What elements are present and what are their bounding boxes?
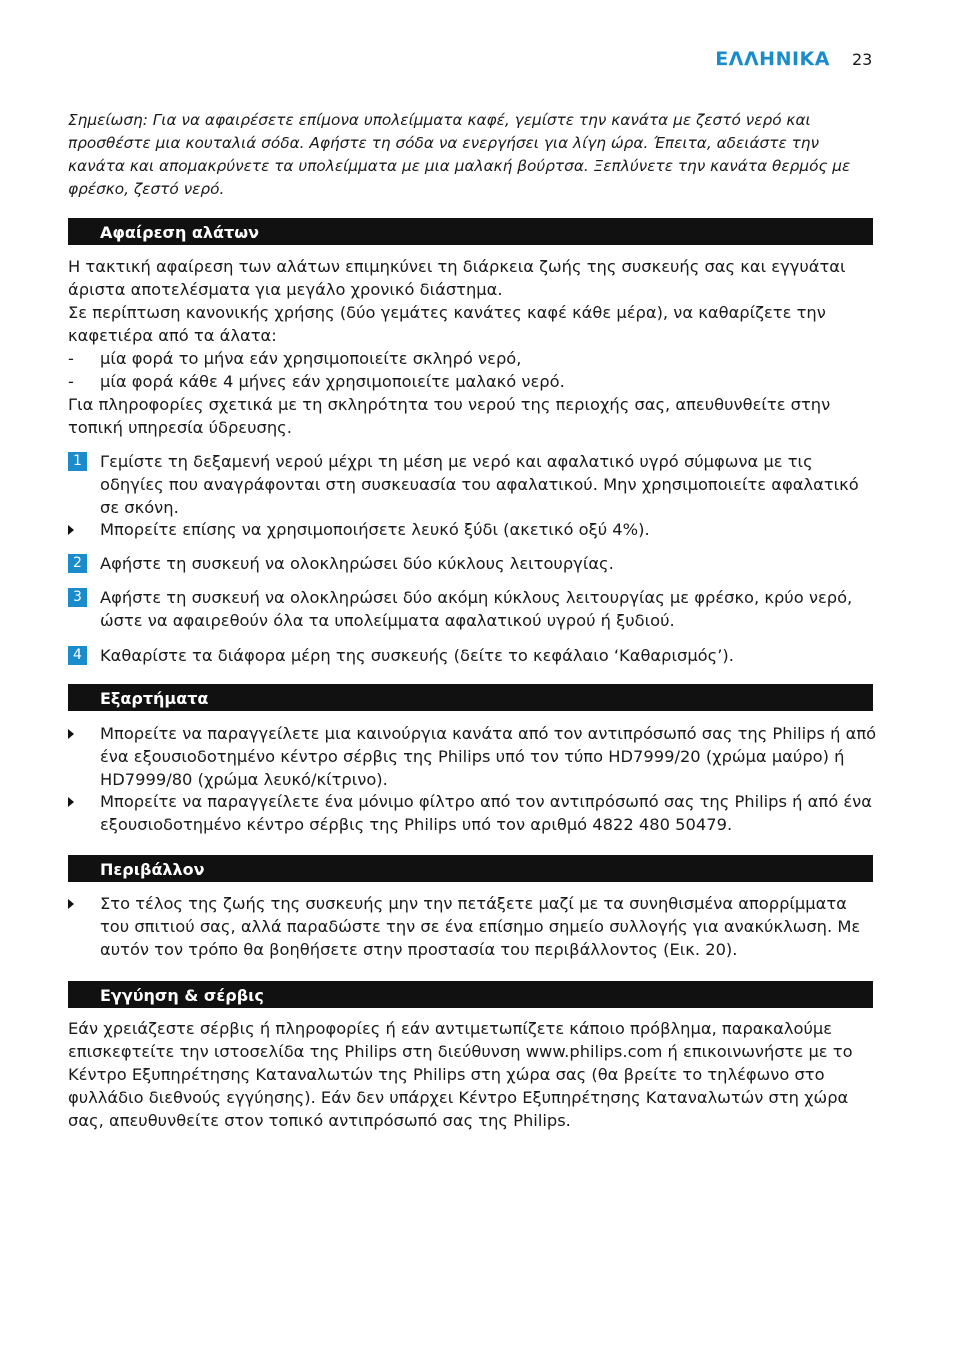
guarantee-text-end: ή επικοινωνήστε με το Κέντρο Εξυπηρέτησης Καταναλωτών της Philips στη χώρα σας (θα βρείτε το τηλέφωνο στο φυλλάδιο διεθνούς εγγύησης). Εάν δεν υπάρχει Κέντρο Εξυπηρέτησης Καταναλωτών στη χώρα σας, απευθυνθείτε στον τοπικό αντιπρόσωπό σας της Philips. (68, 1042, 853, 1130)
dash-marker: - (68, 372, 74, 391)
language-header: ΕΛΛΗΝΙΚΑ (715, 48, 830, 70)
step-text: Καθαρίστε τα διάφορα μέρη της συσκευής (δείτε το κεφάλαιο ‘Καθαρισμός’). (100, 646, 734, 665)
step-number-badge: 1 (68, 452, 87, 471)
bullet-arrow-icon (68, 797, 74, 807)
step-text: Γεμίστε τη δεξαμενή νερού μέχρι τη μέση με νερό και αφαλατικό υγρό σύμφωνα με τις οδηγίες που αναγράφονται στη συσκευασία του αφαλατικού. Μην χρησιμοποιείτε αφαλατικό σε σκόνη. (100, 452, 859, 517)
descaling-intro-2: Σε περίπτωση κανονικής χρήσης (δύο γεμάτες κανάτες καφέ κάθε μέρα), να καθαρίζετε την καφετιέρα από τα άλατα: (68, 303, 826, 345)
bullet-arrow-icon (68, 899, 74, 909)
section-heading-accessories: Εξαρτήματα (68, 684, 873, 711)
step-number-badge: 3 (68, 588, 87, 607)
philips-website-link[interactable]: www.philips.com (525, 1042, 663, 1061)
descaling-intro-1: Η τακτική αφαίρεση των αλάτων επιμηκύνει τη διάρκεια ζωής της συσκευής σας και εγγυάται άριστα αποτελέσματα για μεγάλο χρονικό διάστημα. (68, 257, 846, 299)
list-item-text: μία φορά το μήνα εάν χρησιμοποιείτε σκληρό νερό, (100, 349, 522, 368)
guarantee-text (68, 1017, 878, 1132)
cleaning-note: Σημείωση: Για να αφαιρέσετε επίμονα υπολείμματα καφέ, γεμίστε την κανάτα με ζεστό νερό και προσθέστε μια κουταλιά σόδα. Αφήστε τη σόδα να ενεργήσει για λίγη ώρα. Έπειτα, αδειάστε την κανάτα και απομακρύνετε τα υπολείμματα με μια μαλακή βούρτσα. Ξεπλύνετε την κανάτα θερμός με φρέσκο, ζεστό νερό. (68, 111, 851, 198)
tip-text: Μπορείτε επίσης να χρησιμοποιήσετε λευκό ξύδι (ακετικό οξύ 4%). (100, 520, 650, 539)
step-text: Αφήστε τη συσκευή να ολοκληρώσει δύο ακόμη κύκλους λειτουργίας με φρέσκο, κρύο νερό, ώστε να αφαιρεθούν όλα τα υπολείμματα αφαλατικού υγρού ή ξυδιού. (100, 588, 853, 630)
bullet-text: Μπορείτε να παραγγείλετε ένα μόνιμο φίλτρο από τον αντιπρόσωπό σας της Philips ή από ένα εξουσιοδοτημένο κέντρο σέρβις της Philips υπό τον αριθμό 4822 480 50479. (100, 792, 872, 834)
step-text: Αφήστε τη συσκευή να ολοκληρώσει δύο κύκλους λειτουργίας. (100, 554, 614, 573)
list-item-text: μία φορά κάθε 4 μήνες εάν χρησιμοποιείτε μαλακό νερό. (100, 372, 565, 391)
dash-marker: - (68, 349, 74, 368)
bullet-arrow-icon (68, 729, 74, 739)
section-heading-guarantee: Εγγύηση & σέρβις (68, 981, 873, 1008)
step-number-badge: 2 (68, 554, 87, 573)
step-number-badge: 4 (68, 646, 87, 665)
bullet-text: Μπορείτε να παραγγείλετε μια καινούργια κανάτα από τον αντιπρόσωπό σας της Philips ή από ένα εξουσιοδοτημένο κέντρο σέρβις της Philips υπό τον τύπο HD7999/20 (χρώμα μαύρο) ή HD7999/80 (χρώμα λευκό/κίτρινο). (100, 724, 877, 789)
bullet-arrow-icon (68, 525, 74, 535)
guarantee-text-start: Εάν χρειάζεστε σέρβις ή πληροφορίες ή εάν αντιμετωπίζετε κάποιο πρόβλημα, παρακαλούμε επισκεφτείτε την ιστοσελίδα της Philips στη διεύθυνση (68, 1019, 833, 1061)
page-number: 23 (852, 50, 873, 69)
section-heading-descaling: Αφαίρεση αλάτων (68, 218, 873, 245)
section-heading-environment: Περιβάλλον (68, 855, 873, 882)
descaling-intro-3: Για πληροφορίες σχετικά με τη σκληρότητα του νερού της περιοχής σας, απευθυνθείτε στην τοπική υπηρεσία ύδρευσης. (68, 395, 831, 437)
bullet-text: Στο τέλος της ζωής της συσκευής μην την πετάξετε μαζί με τα συνηθισμένα απορρίμματα του σπιτιού σας, αλλά παραδώστε την σε ένα επίσημο σημείο συλλογής για ανακύκλωση. Με αυτόν τον τρόπο θα βοηθήσετε στην προστασία του περιβάλλοντος (Εικ. 20). (100, 894, 861, 959)
